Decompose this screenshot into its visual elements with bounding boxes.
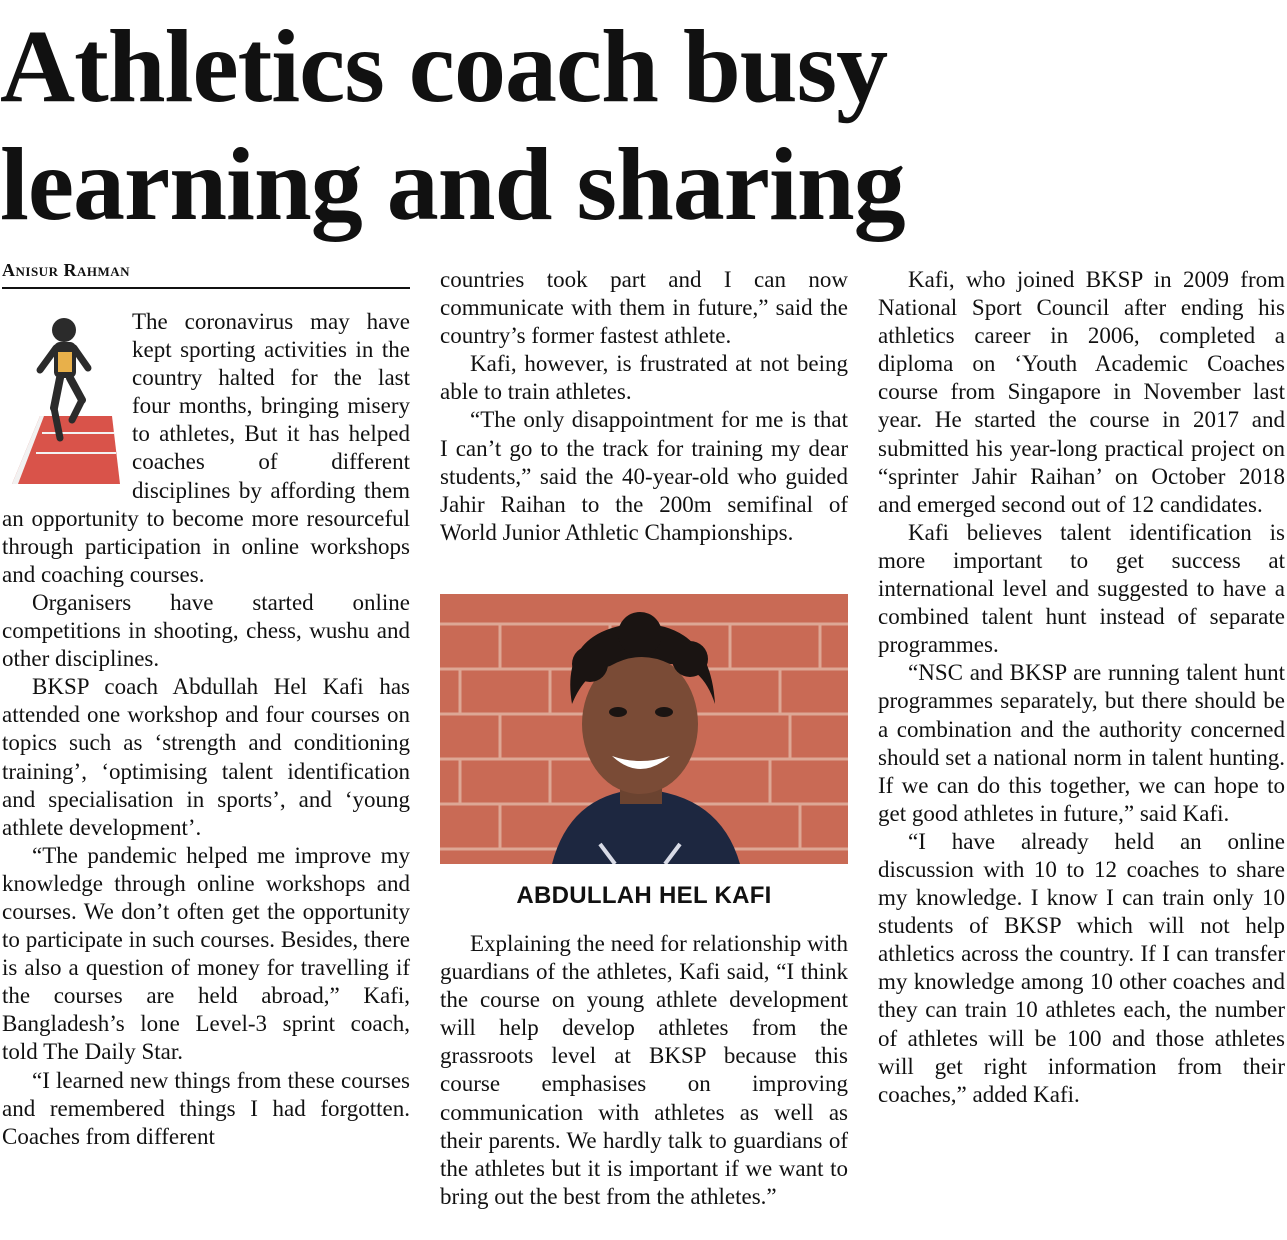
paragraph: Kafi, who joined BKSP in 2009 from National Sport Council after ending his athletics career in 2006, completed a diploma on ‘Youth Academic Coaches course from Singapore in November last year. He started the course in 2017 and submitted his year-long practical project on “sprinter Jahir Raihan’ on October 2018 and emerged second out of 12 candidates.	[878, 267, 1285, 517]
headline-line-1: Athletics coach busy	[0, 9, 888, 124]
paragraph: “The only disappointment for me is that I can’t go to the track for training my dear students,” said the 40-year-old who guided Jahir Raihan to the 200m semifinal of World Junior Athletic Championships.	[440, 407, 848, 545]
paragraph: “I learned new things from these courses and remembered things I had forgotten. Coaches from different	[2, 1067, 410, 1149]
paragraph: Kafi, however, is frustrated at not being able to train athletes.	[440, 351, 848, 405]
paragraph: “NSC and BKSP are running talent hunt programmes separately, but there should be a combination and the authority concerned should set a national norm in talent hunting. If we can do this together, we can hope to get good athletes in future,” said Kafi.	[878, 660, 1285, 826]
paragraph: Explaining the need for relationship with guardians of the athletes, Kafi said, “I think the course on young athlete development will help develop athletes from the grassroots level at BKSP because this course emphasises on improving communication with athletes as well as their parents. We hardly talk to guardians of the athletes but it is important if we want to bring out the best from the athletes.”	[440, 931, 848, 1209]
byline: Anisur Rahman	[2, 260, 410, 289]
paragraph: “The pandemic helped me improve my knowledge through online workshops and courses. We don’t often get the opportunity to participate in such courses. Besides, there is also a question of money for travelling if the courses are held abroad,” Kafi, Bangladesh’s lone Level-3 sprint coach, told The Daily Star.	[2, 842, 410, 1065]
paragraph: BKSP coach Abdullah Hel Kafi has attended one workshop and four courses on topics such as ‘strength and conditioning training’, ‘optimising talent identification and specialisation in sports’, and ‘young athlete development’.	[2, 674, 410, 840]
article-column-2-continued	[440, 930, 848, 1211]
paragraph: Kafi believes talent identification is more important to get success at international level and suggested to have a combined talent hunt instead of separate programmes.	[878, 519, 1285, 658]
article-column-3	[878, 266, 1285, 1109]
article-column-2	[440, 266, 848, 547]
headline-line-2: learning and sharing	[0, 127, 905, 242]
paragraph: Organisers have started online competitions in shooting, chess, wushu and other disciplines.	[2, 589, 410, 672]
headline	[0, 8, 1287, 244]
sprinter-icon	[2, 308, 124, 488]
article-column-1	[2, 308, 410, 1151]
paragraph: The coronavirus may have kept sporting activities in the country halted for the last four months, bringing misery to athletes, But it has helped coaches of different disciplines by affording them an opportunity to become more resourceful through participation in online workshops and coaching courses.	[2, 309, 410, 587]
paragraph: countries took part and I can now communicate with them in future,” said the country’s former fastest athlete.	[440, 267, 848, 349]
paragraph: “I have already held an online discussion with 10 to 12 coaches to share my knowledge. I know I can train only 10 students of BKSP which will not help athletics across the country. If I can transfer my knowledge among 10 other coaches and they can train 10 athletes each, the number of athletes will be 100 and those athletes will get right information from their coaches,” added Kafi.	[878, 828, 1285, 1107]
photo-caption: ABDULLAH HEL KAFI	[516, 882, 772, 909]
portrait-image	[440, 594, 848, 864]
portrait-photo	[440, 594, 848, 864]
